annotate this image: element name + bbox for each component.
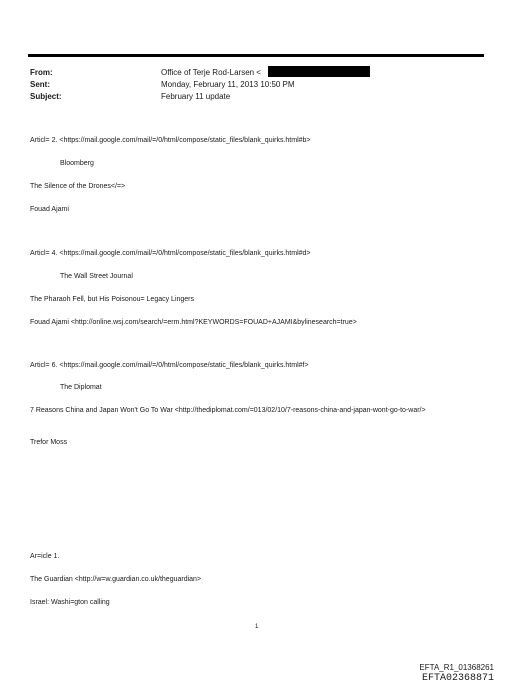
sent-value: Monday, February 11, 2013 10:50 PM <box>161 80 295 89</box>
article4-link: Articl= 4. <https://mail.google.com/mail/=/0/html/compose/static_files/blank_quirks.html#d> <box>30 250 311 257</box>
from-label: From: <box>30 68 53 77</box>
subject-label: Subject: <box>30 92 62 101</box>
article1-link: Ar=icle 1. <box>30 553 60 560</box>
article4-title: The Pharaoh Fell, but His Poisonou= Legacy Lingers <box>30 296 195 303</box>
article2-title: The Silence of the Drones</=> <box>30 183 126 190</box>
bates-stamp-large: EFTA02368871 <box>421 673 494 684</box>
sent-label: Sent: <box>30 80 50 89</box>
article4-author: Fouad Ajami <http://online.wsj.com/search/=erm.html?KEYWORDS=FOUAD+AJAMI&bylinesearch=true> <box>30 319 357 326</box>
subject-value: February 11 update <box>161 92 231 101</box>
article6-title: 7 Reasons China and Japan Won't Go To War <http://thediplomat.com/=013/02/10/7-reasons-china-and-japan-wont-go-to-war/> <box>30 407 426 414</box>
article6-link: Articl= 6. <https://mail.google.com/mail/=/0/html/compose/static_files/blank_quirks.html#f> <box>30 362 309 369</box>
article6-author: Trefor Moss <box>30 439 68 446</box>
page-number: 1 <box>255 624 259 630</box>
article1-title: Israel: Washi=gton calling <box>30 599 110 606</box>
article2-link: Articl= 2. <https://mail.google.com/mail/=/0/html/compose/static_files/blank_quirks.html#b> <box>30 137 311 144</box>
header-rule <box>28 54 484 57</box>
article6-source: The Diplomat <box>60 384 102 391</box>
article1-source: The Guardian <http://w=w.guardian.co.uk/theguardian> <box>30 576 202 583</box>
redaction-box <box>268 66 370 77</box>
article2-author: Fouad Ajami <box>30 206 69 213</box>
bates-stamp-small: EFTA_R1_01368261 <box>419 663 494 672</box>
from-value: Office of Terje Rod-Larsen < <box>161 68 261 77</box>
article4-source: The Wall Street Journal <box>60 273 133 280</box>
article2-source: Bloomberg <box>60 160 94 167</box>
